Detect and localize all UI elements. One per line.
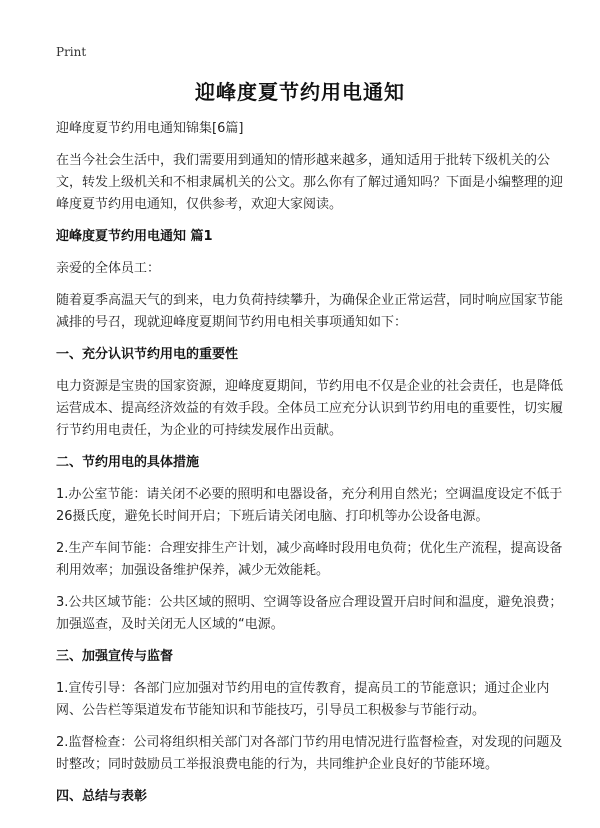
document-content (56, 118, 564, 818)
section-2-item-1: 1.办公室节能：请关闭不必要的照明和电器设备，充分利用自然光；空调温度设定不低于26摄氏度，避免长时间开启；下班后请关闭电脑、打印机等办公设备电源。 (56, 487, 563, 524)
section-heading-4: 四、总结与表彰 (56, 789, 148, 804)
section-2-item-3: 3.公共区域节能：公共区域的照明、空调等设备应合理设置开启时间和温度，避免浪费；加强巡查，及时关闭无人区域的“电源。 (56, 595, 563, 632)
section-1-paragraph: 电力资源是宝贵的国家资源，迎峰度夏期间，节约用电不仅是企业的社会责任，也是降低运营成本、提高经济效益的有效手段。全体员工应充分认识到节约用电的重要性，切实履行节约用电责任，为企业的可持续发展作出贡献。 (56, 379, 564, 438)
section-heading-2: 二、节约用电的具体措施 (56, 455, 200, 470)
article-heading: 迎峰度夏节约用电通知 篇1 (56, 229, 213, 244)
section-3-item-1: 1.宣传引导：各部门应加强对节约用电的宣传教育，提高员工的节能意识；通过企业内网、公告栏等渠道发布节能知识和节能技巧，引导员工积极参与节能行动。 (56, 681, 550, 718)
section-3-item-2: 2.监督检查：公司将组织相关部门对各部门节约用电情况进行监督检查，对发现的问题及时整改；同时鼓励员工举报浪费电能的行为，共同维护企业良好的节能环境。 (56, 735, 563, 772)
print-link[interactable]: Print (56, 45, 87, 59)
section-heading-1: 一、充分认识节约用电的重要性 (56, 347, 239, 362)
document-subtitle: 迎峰度夏节约用电通知锦集[6篇] (56, 121, 244, 136)
section-2-item-2: 2.生产车间节能：合理安排生产计划，减少高峰时段用电负荷；优化生产流程，提高设备利用效率；加强设备维护保养，减少无效能耗。 (56, 541, 563, 578)
intro-paragraph: 在当今社会生活中，我们需要用到通知的情形越来越多，通知适用于批转下级机关的公文，转发上级机关和不相隶属机关的公文。那么你有了解过通知吗？下面是小编整理的迎峰度夏节约用电通知，仅供参考，欢迎大家阅读。 (56, 153, 564, 212)
document-title: 迎峰度夏节约用电通知 (195, 80, 405, 104)
section-heading-3: 三、加强宣传与监督 (56, 649, 174, 664)
opening-paragraph: 随着夏季高温天气的到来，电力负荷持续攀升，为确保企业正常运营，同时响应国家节能减排的号召，现就迎峰度夏期间节约用电相关事项通知如下： (56, 293, 564, 330)
greeting: 亲爱的全体员工： (56, 261, 161, 276)
